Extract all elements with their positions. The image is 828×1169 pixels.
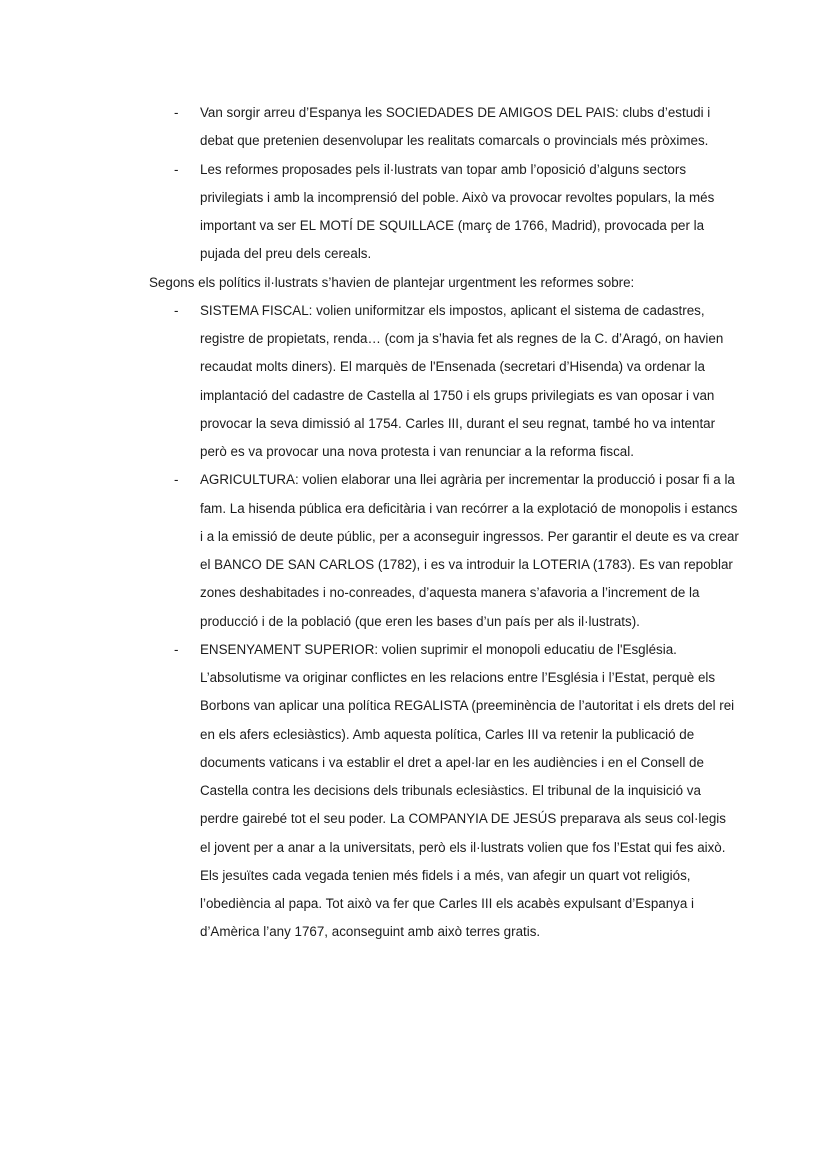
bullet-dash: - xyxy=(174,302,179,318)
bullet-text-amigos-del-pais: Van sorgir arreu d’Espanya les SOCIEDADES DE AMIGOS DEL PAIS: clubs d’estudi i debat que pretenien desenvolupar les realitats comarcals o provincials més pròximes. xyxy=(200,105,711,149)
list-item xyxy=(149,636,739,947)
intro-paragraph: Segons els polítics il·lustrats s’havien de plantejar urgentment les reformes sobre: xyxy=(149,274,635,290)
bullet-dash: - xyxy=(174,161,179,177)
list-item xyxy=(149,297,739,467)
bullet-list-top xyxy=(149,99,739,269)
bullet-text-sistema-fiscal: SISTEMA FISCAL: volien uniformitzar els impostos, aplicant el sistema de cadastres, registre de propietats, renda… (com ja s’havia fet als regnes de la C. d’Aragó, on havien recaudat molts diners). El marquès de l'Ensenada (secretari d’Hisenda) va ordenar la implantació del cadastre de Castella al 1750 i els grups privilegiats es van oposar i van provocar la seva dimissió al 1754. Carles III, durant el seu regnat, també ho va intentar però es va provocar una nova protesta i van renunciar a la reforma fiscal. xyxy=(200,302,724,459)
bullet-text-ensenyament-superior: ENSENYAMENT SUPERIOR: volien suprimir el monopoli educatiu de l'Església. L’absolutisme va originar conflictes en les relacions entre l’Església i l’Estat, perquè els Borbons van aplicar una política REGALISTA (preeminència de l’autoritat i els drets del rei en els afers eclesiàstics). Amb aquesta política, Carles III va retenir la publicació de documents vaticans i va establir el dret a apel·lar en les audiències i en el Consell de Castella contra les decisions dels tribunals eclesiàstics. El tribunal de la inquisició va perdre gairebé tot el seu poder. La COMPANYIA DE JESÚS preparava als seus col·legis el jovent per a anar a la universitats, però els il·lustrats volien que fos l’Estat qui fes això. Els jesuïtes cada vegada tenien més fidels i a més, van afegir un quart vot religiós, l’obediència al papa. Tot això va fer que Carles III els acabès expulsant d’Espanya i d’Amèrica l’any 1767, aconseguint amb això terres gratis. xyxy=(200,641,735,940)
bullet-text-moti-squillace: Les reformes proposades pels il·lustrats van topar amb l’oposició d’alguns sectors privilegiats i amb la incomprensió del poble. Això va provocar revoltes populars, la més important va ser EL MOTÍ DE SQUILLACE (març de 1766, Madrid), provocada per la pujada del preu dels cereals. xyxy=(200,161,715,262)
bullet-text-agricultura: AGRICULTURA: volien elaborar una llei agrària per incrementar la producció i posar fi a la fam. La hisenda pública era deficitària i van recórrer a la explotació de monopolis i estancs i a la emissió de deute públic, per a aconseguir ingressos. Per garantir el deute es va crear el BANCO DE SAN CARLOS (1782), i es va introduir la LOTERIA (1783). Es van repoblar zones deshabitades i no-conreades, d’aquesta manera s’afavoria a l’increment de la producció i de la població (que eren les bases d’un país per als il·lustrats). xyxy=(200,472,739,629)
bullet-list-reforms xyxy=(149,297,739,947)
list-item xyxy=(149,466,739,636)
document-body xyxy=(149,99,739,947)
bullet-dash: - xyxy=(174,105,179,120)
bullet-dash: - xyxy=(174,472,179,488)
bullet-dash: - xyxy=(174,641,179,657)
list-item xyxy=(149,156,739,269)
list-item xyxy=(149,99,739,156)
